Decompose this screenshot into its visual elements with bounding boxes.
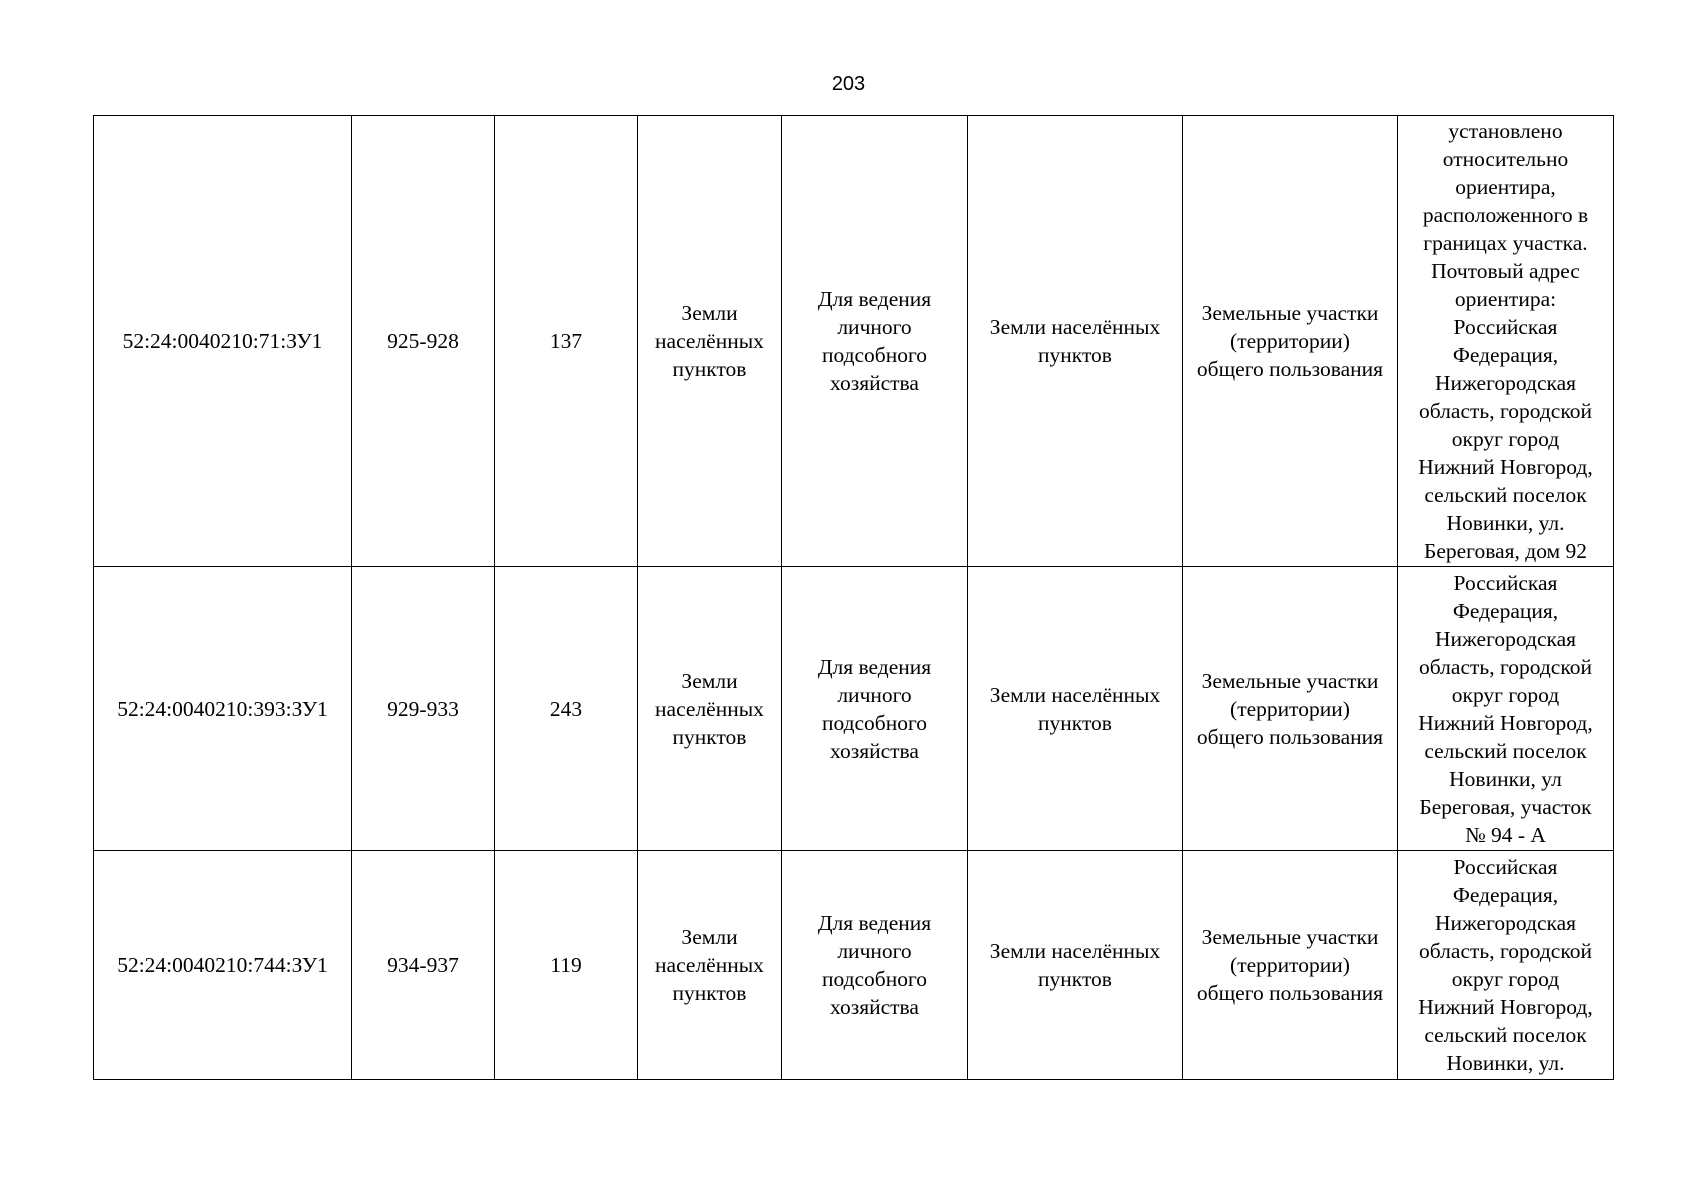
area-cell: 243 [495, 567, 638, 851]
land-category-cell: Земли населённых пунктов [638, 567, 782, 851]
address-cell: Российская Федерация, Нижегородская область, городской округ город Нижний Новгород, сельский поселок Новинки, ул. [1398, 851, 1614, 1080]
table-row [94, 851, 1614, 1080]
permitted-use-cell: Для ведения личного подсобного хозяйства [782, 567, 968, 851]
cadastral-number-cell: 52:24:0040210:71:ЗУ1 [94, 116, 352, 567]
area-cell: 119 [495, 851, 638, 1080]
new-permitted-use-cell: Земельные участки (территории) общего пользования [1183, 116, 1398, 567]
new-permitted-use-cell: Земельные участки (территории) общего пользования [1183, 567, 1398, 851]
table-row [94, 116, 1614, 567]
permitted-use-cell: Для ведения личного подсобного хозяйства [782, 851, 968, 1080]
cadastral-number-cell: 52:24:0040210:744:ЗУ1 [94, 851, 352, 1080]
page-number: 203 [831, 73, 866, 95]
area-cell: 137 [495, 116, 638, 567]
address-cell: установлено относительно ориентира, расположенного в границах участка. Почтовый адрес ориентира: Российская Федерация, Нижегородская область, городской округ город Нижний Новгород, сельский поселок Новинки, ул. Береговая, дом 92 [1398, 116, 1614, 567]
land-category-cell: Земли населённых пунктов [638, 116, 782, 567]
point-numbers-cell: 929-933 [352, 567, 495, 851]
cadastral-number-cell: 52:24:0040210:393:ЗУ1 [94, 567, 352, 851]
address-cell: Российская Федерация, Нижегородская область, городской округ город Нижний Новгород, сельский поселок Новинки, ул Береговая, участок № 94 - А [1398, 567, 1614, 851]
point-numbers-cell: 934-937 [352, 851, 495, 1080]
new-permitted-use-cell: Земельные участки (территории) общего пользования [1183, 851, 1398, 1080]
point-numbers-cell: 925-928 [352, 116, 495, 567]
land-plots-table [93, 115, 1614, 1080]
new-land-category-cell: Земли населённых пунктов [968, 567, 1183, 851]
permitted-use-cell: Для ведения личного подсобного хозяйства [782, 116, 968, 567]
land-category-cell: Земли населённых пунктов [638, 851, 782, 1080]
new-land-category-cell: Земли населённых пунктов [968, 116, 1183, 567]
new-land-category-cell: Земли населённых пунктов [968, 851, 1183, 1080]
table-row [94, 567, 1614, 851]
